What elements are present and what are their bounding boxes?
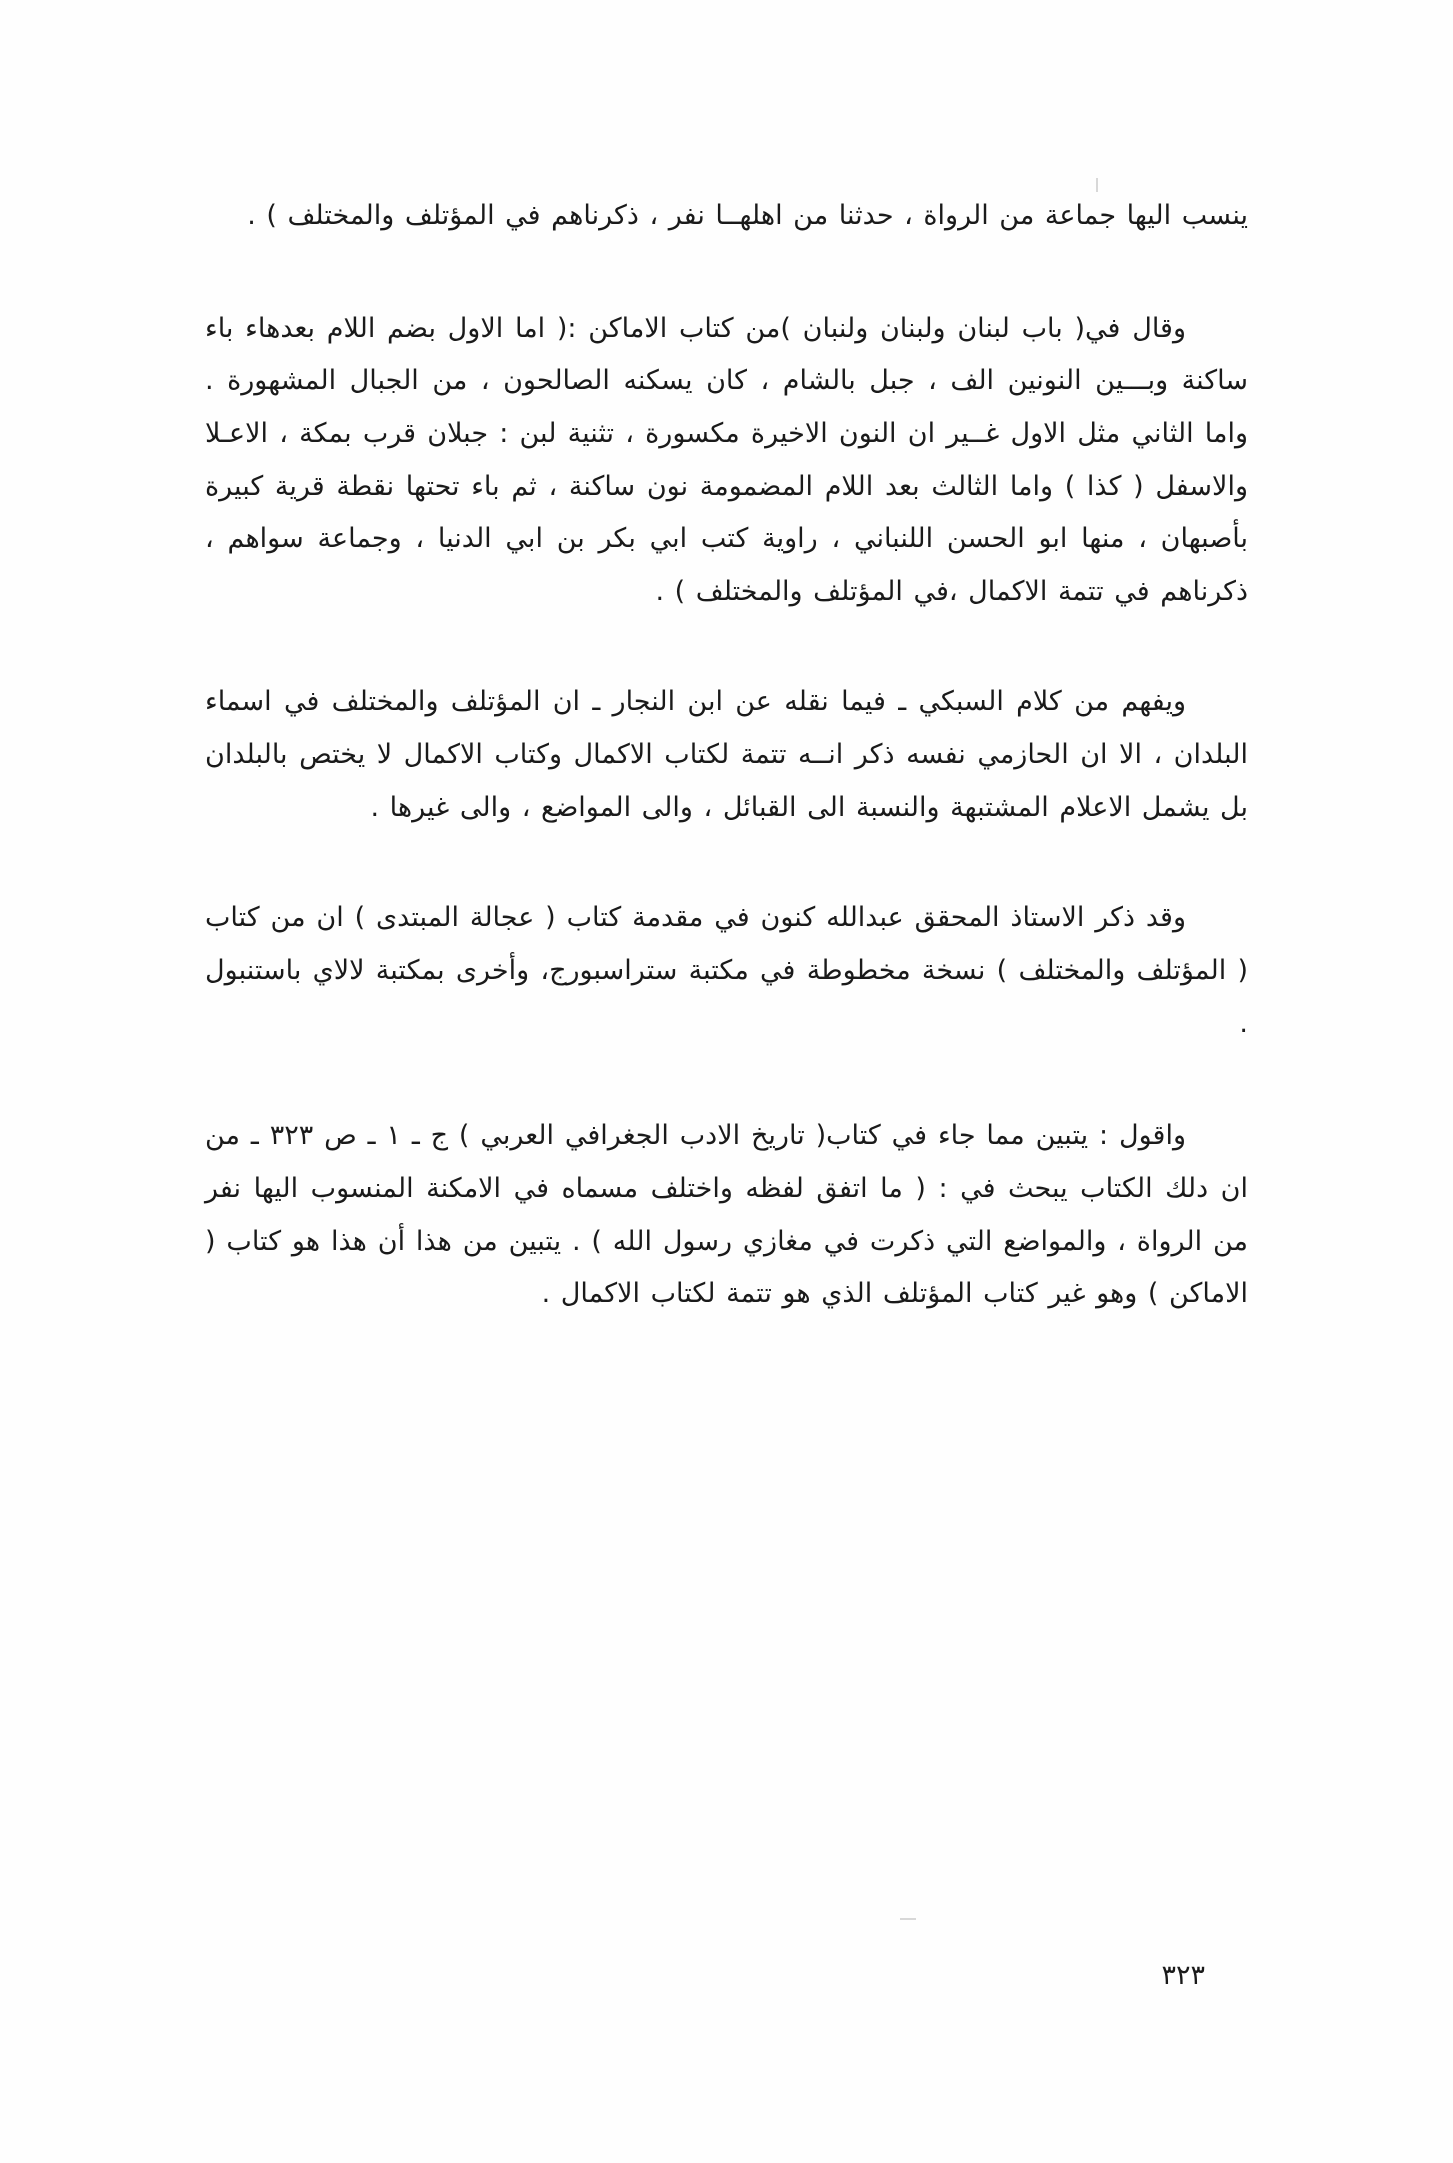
page-bottom-tick-mark xyxy=(900,1918,916,1920)
page-number: ٣٢٣ xyxy=(1161,1960,1205,1991)
page-body-text xyxy=(205,190,1248,1359)
paragraph-3: ويفهم من كلام السبكي ـ فيما نقله عن ابن النجار ـ ان المؤتلف والمختلف في اسماء البلدان ، الا ان الحازمي نفسه ذكر انــه تتمة لكتاب الاكمال وكتاب الاكمال لا يختص بالبلدان بل يشمل الاعلام المشتبهة والنسبة الى القبائل ، والى المواضع ، والى غيرها . xyxy=(205,686,1248,823)
paragraph-5: واقول : يتبين مما جاء في كتاب( تاريخ الادب الجغرافي العربي ) ج ـ ١ ـ ص ٣٢٣ ـ من ان دلك الكتاب يبحث في : ( ما اتفق لفظه واختلف مسماه في الامكنة المنسوب اليها نفر من الرواة ، والمواضع التي ذكرت في مغازي رسول الله ) . يتبين من هذا أن هذا هو كتاب ( الاماكن ) وهو غير كتاب المؤتلف الذي هو تتمة لكتاب الاكمال . xyxy=(205,1120,1248,1310)
paragraph-4: وقد ذكر الاستاذ المحقق عبدالله كنون في مقدمة كتاب ( عجالة المبتدى ) ان من كتاب ( المؤتلف والمختلف ) نسخة مخطوطة في مكتبة ستراسبورج، وأخرى بمكتبة لالاي باستنبول . xyxy=(205,902,1248,1039)
paragraph-2: وقال في( باب لبنان ولبنان ولنبان )من كتاب الاماكن :( اما الاول بضم اللام بعدهاء باء ساكنة وبـــين النونين الف ، جبل بالشام ، كان يسكنه الصالحون ، من الجبال المشهورة . واما الثاني مثل الاول غــير ان النون الاخيرة مكسورة ، تثنية لبن : جبلان قرب بمكة ، الاعـلا والاسفل ( كذا ) واما الثالث بعد اللام المضمومة نون ساكنة ، ثم باء تحتها نقطة قرية كبيرة بأصبهان ، منها ابو الحسن اللنباني ، راوية كتب ابي بكر بن ابي الدنيا ، وجماعة سواهم ، ذكرناهم في تتمة الاكمال ،في المؤتلف والمختلف ) . xyxy=(205,312,1248,607)
paragraph-1: ينسب اليها جماعة من الرواة ، حدثنا من اهلهــا نفر ، ذكرناهم في المؤتلف والمختلف ) . xyxy=(247,200,1248,231)
